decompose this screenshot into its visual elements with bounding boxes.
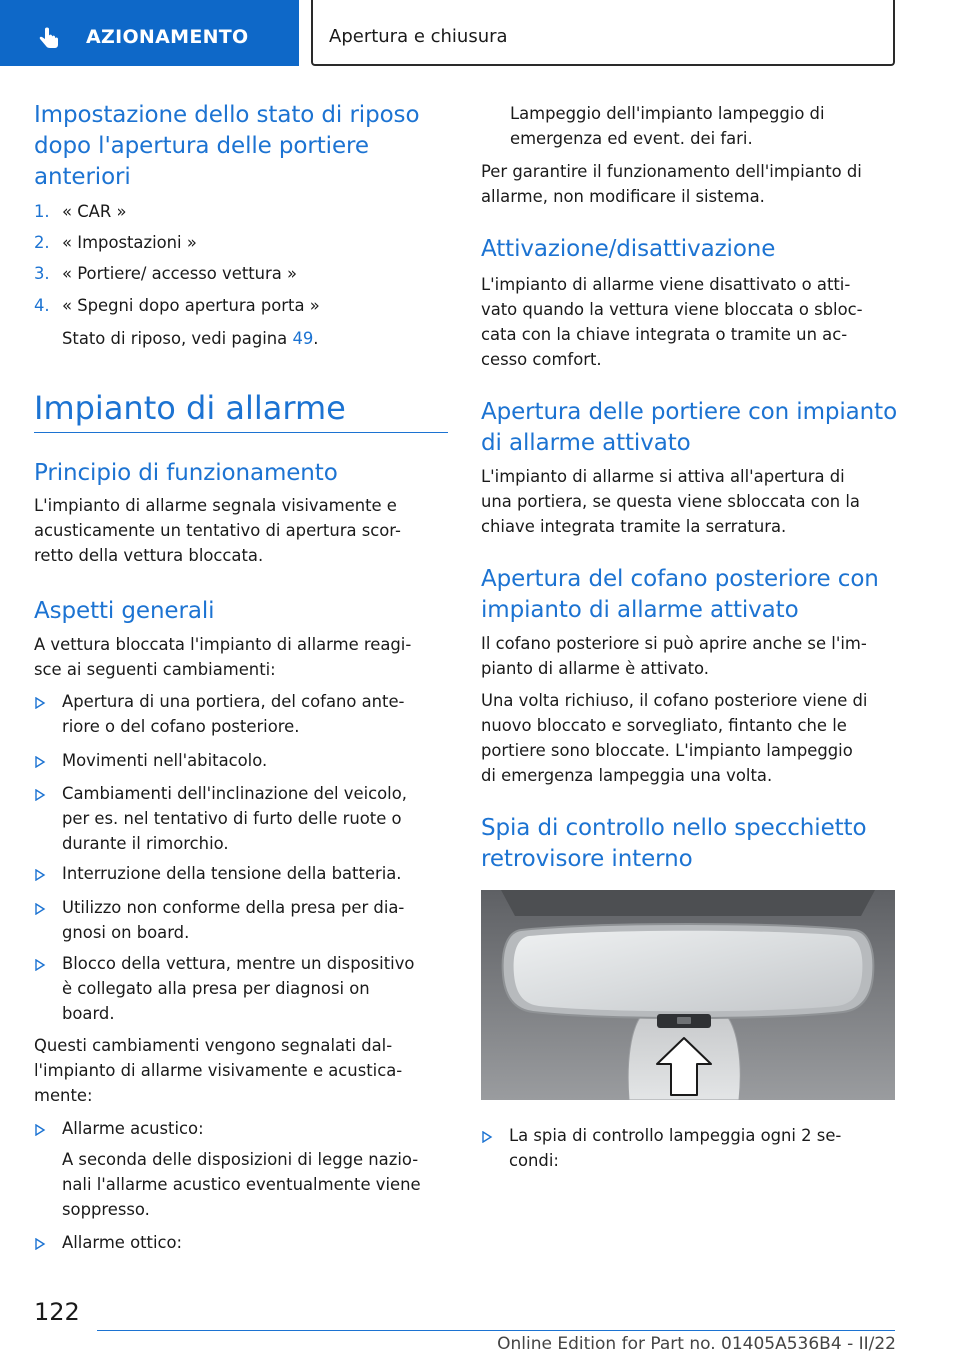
text-line: chiave integrata tramite la serratura.: [481, 517, 787, 536]
text-line: riore o del cofano posteriore.: [62, 717, 300, 736]
text-line: board.: [62, 1004, 115, 1023]
text-line: nali l'allarme acustico eventualmente viene: [62, 1175, 421, 1194]
text-line: Il cofano posteriore si può aprire anche se l'im-: [481, 634, 867, 653]
triangle-bullet-icon: [34, 903, 46, 915]
text-line: l'impianto di allarme visivamente e acustica-: [34, 1061, 403, 1080]
text-line: è collegato alla presa per diagnosi on: [62, 979, 370, 998]
chapter-title: Apertura e chiusura: [329, 26, 508, 47]
heading-line: Apertura del cofano posteriore con: [481, 566, 879, 592]
principle-heading: Principio di funzionamento: [34, 460, 338, 486]
text-line: portiere sono bloccate. L'impianto lampeggio: [481, 741, 853, 760]
heading-line: retrovisore interno: [481, 846, 693, 872]
section-tab[interactable]: [0, 0, 299, 66]
list-item: [62, 895, 404, 945]
text-line: Questi cambiamenti vengono segnalati dal-: [34, 1036, 393, 1055]
triangle-bullet-icon: [34, 789, 46, 801]
mirror-illustration: [481, 890, 895, 1100]
triangle-bullet-icon: [34, 959, 46, 971]
text-line: Blocco della vettura, mentre un dispositivo: [62, 954, 415, 973]
text-line: Interruzione della tensione della batteria.: [62, 864, 402, 883]
tailgate-text-2: [481, 688, 867, 788]
text-line: mente:: [34, 1086, 93, 1105]
text-line: soppresso.: [62, 1200, 150, 1219]
triangle-bullet-icon: [34, 1238, 46, 1250]
text-line: acusticamente un tentativo di apertura scor-: [34, 521, 401, 540]
text-line: pianto di allarme è attivato.: [481, 659, 709, 678]
page-link[interactable]: 49: [292, 329, 314, 348]
section-label: AZIONAMENTO: [86, 26, 249, 48]
text-line: L'impianto di allarme viene disattivato o atti-: [481, 275, 851, 294]
text-line: L'impianto di allarme segnala visivamente e: [34, 496, 397, 515]
step-text: « Portiere/ accesso vettura »: [62, 264, 298, 283]
list-item: [62, 689, 404, 739]
text-line: Apertura di una portiera, del cofano ante-: [62, 692, 405, 711]
text-line: La spia di controllo lampeggia ogni 2 se-: [509, 1126, 842, 1145]
text-line: Cambiamenti dell'inclinazione del veicolo,: [62, 784, 407, 803]
acoustic-label: Allarme acustico:: [62, 1119, 204, 1138]
text-line: di emergenza lampeggia una volta.: [481, 766, 773, 785]
text-line: condi:: [509, 1151, 559, 1170]
triangle-bullet-icon: [34, 756, 46, 768]
text-line: L'impianto di allarme si attiva all'apertura di: [481, 467, 845, 486]
activation-text: [481, 272, 863, 372]
heading-line: impianto di allarme attivato: [481, 597, 799, 623]
text-line: Movimenti nell'abitacolo.: [62, 751, 268, 770]
optical-note: [510, 101, 825, 151]
heading-line: di allarme attivato: [481, 430, 691, 456]
rest-note-suffix: .: [313, 329, 319, 348]
activation-heading: Attivazione/disattivazione: [481, 236, 776, 262]
list-item: [62, 861, 402, 886]
step-text: « Impostazioni »: [62, 233, 197, 252]
mirror-bullet: [509, 1123, 841, 1173]
text-line: cesso comfort.: [481, 350, 602, 369]
list-item: [62, 781, 407, 856]
general-intro: [34, 632, 411, 682]
tailgate-heading: [481, 564, 879, 626]
heading-line: Apertura delle portiere con impianto: [481, 399, 898, 425]
text-line: sce ai seguenti cambiamenti:: [34, 660, 276, 679]
triangle-bullet-icon: [34, 869, 46, 881]
text-line: una portiera, se questa viene sbloccata con la: [481, 492, 860, 511]
rest-heading: Impostazione dello stato di riposo dopo l'apertura delle portiere anteriori: [34, 102, 420, 190]
text-line: vato quando la vettura viene bloccata o sbloc-: [481, 300, 863, 319]
alarm-title: Impianto di allarme: [34, 389, 346, 427]
acoustic-note: [62, 1147, 421, 1222]
footer-divider: [97, 1330, 895, 1331]
step-number: 3.: [34, 264, 50, 283]
text-line: retto della vettura bloccata.: [34, 546, 264, 565]
step-number: 1.: [34, 202, 50, 221]
rest-note-text: Stato di riposo, vedi pagina: [62, 329, 288, 348]
step-number: 2.: [34, 233, 50, 252]
page-number: 122: [34, 1298, 80, 1326]
guarantee-text: [481, 159, 862, 209]
text-line: durante il rimorchio.: [62, 834, 229, 853]
step-text: « CAR »: [62, 202, 127, 221]
edition-footer: Online Edition for Part no. 01405A536B4 - II/22: [497, 1334, 896, 1354]
hand-pointer-icon: [36, 26, 62, 52]
triangle-bullet-icon: [34, 1124, 46, 1136]
text-line: nuovo bloccato e sorvegliato, fintanto che le: [481, 716, 847, 735]
text-line: A vettura bloccata l'impianto di allarme reagi-: [34, 635, 412, 654]
doors-text: [481, 464, 860, 539]
rearview-mirror-image: [481, 890, 895, 1100]
step-number: 4.: [34, 296, 50, 315]
chapter-header: [311, 0, 895, 66]
title-divider: [34, 432, 448, 433]
text-line: cata con la chiave integrata o tramite un ac-: [481, 325, 848, 344]
text-line: Per garantire il funzionamento dell'impianto di: [481, 162, 862, 181]
text-line: A seconda delle disposizioni di legge nazio-: [62, 1150, 419, 1169]
optical-label: Allarme ottico:: [62, 1233, 183, 1252]
text-line: Lampeggio dell'impianto lampeggio di: [510, 104, 825, 123]
triangle-bullet-icon: [481, 1131, 493, 1143]
text-line: Una volta richiuso, il cofano posteriore viene di: [481, 691, 868, 710]
rest-note: [62, 326, 319, 351]
heading-line: Spia di controllo nello specchietto: [481, 815, 867, 841]
text-line: Utilizzo non conforme della presa per dia-: [62, 898, 405, 917]
list-item: [62, 748, 267, 773]
general-heading: Aspetti generali: [34, 598, 215, 624]
text-line: gnosi on board.: [62, 923, 190, 942]
doors-heading: [481, 397, 897, 459]
text-line: per es. nel tentativo di furto delle ruote o: [62, 809, 402, 828]
principle-text: [34, 493, 401, 568]
triangle-bullet-icon: [34, 697, 46, 709]
mirror-heading: [481, 813, 866, 875]
tailgate-text-1: [481, 631, 867, 681]
list-item: [62, 951, 414, 1026]
text-line: allarme, non modificare il sistema.: [481, 187, 765, 206]
text-line: emergenza ed event. dei fari.: [510, 129, 753, 148]
step-text: « Spegni dopo apertura porta »: [62, 296, 320, 315]
signal-text: [34, 1033, 402, 1108]
